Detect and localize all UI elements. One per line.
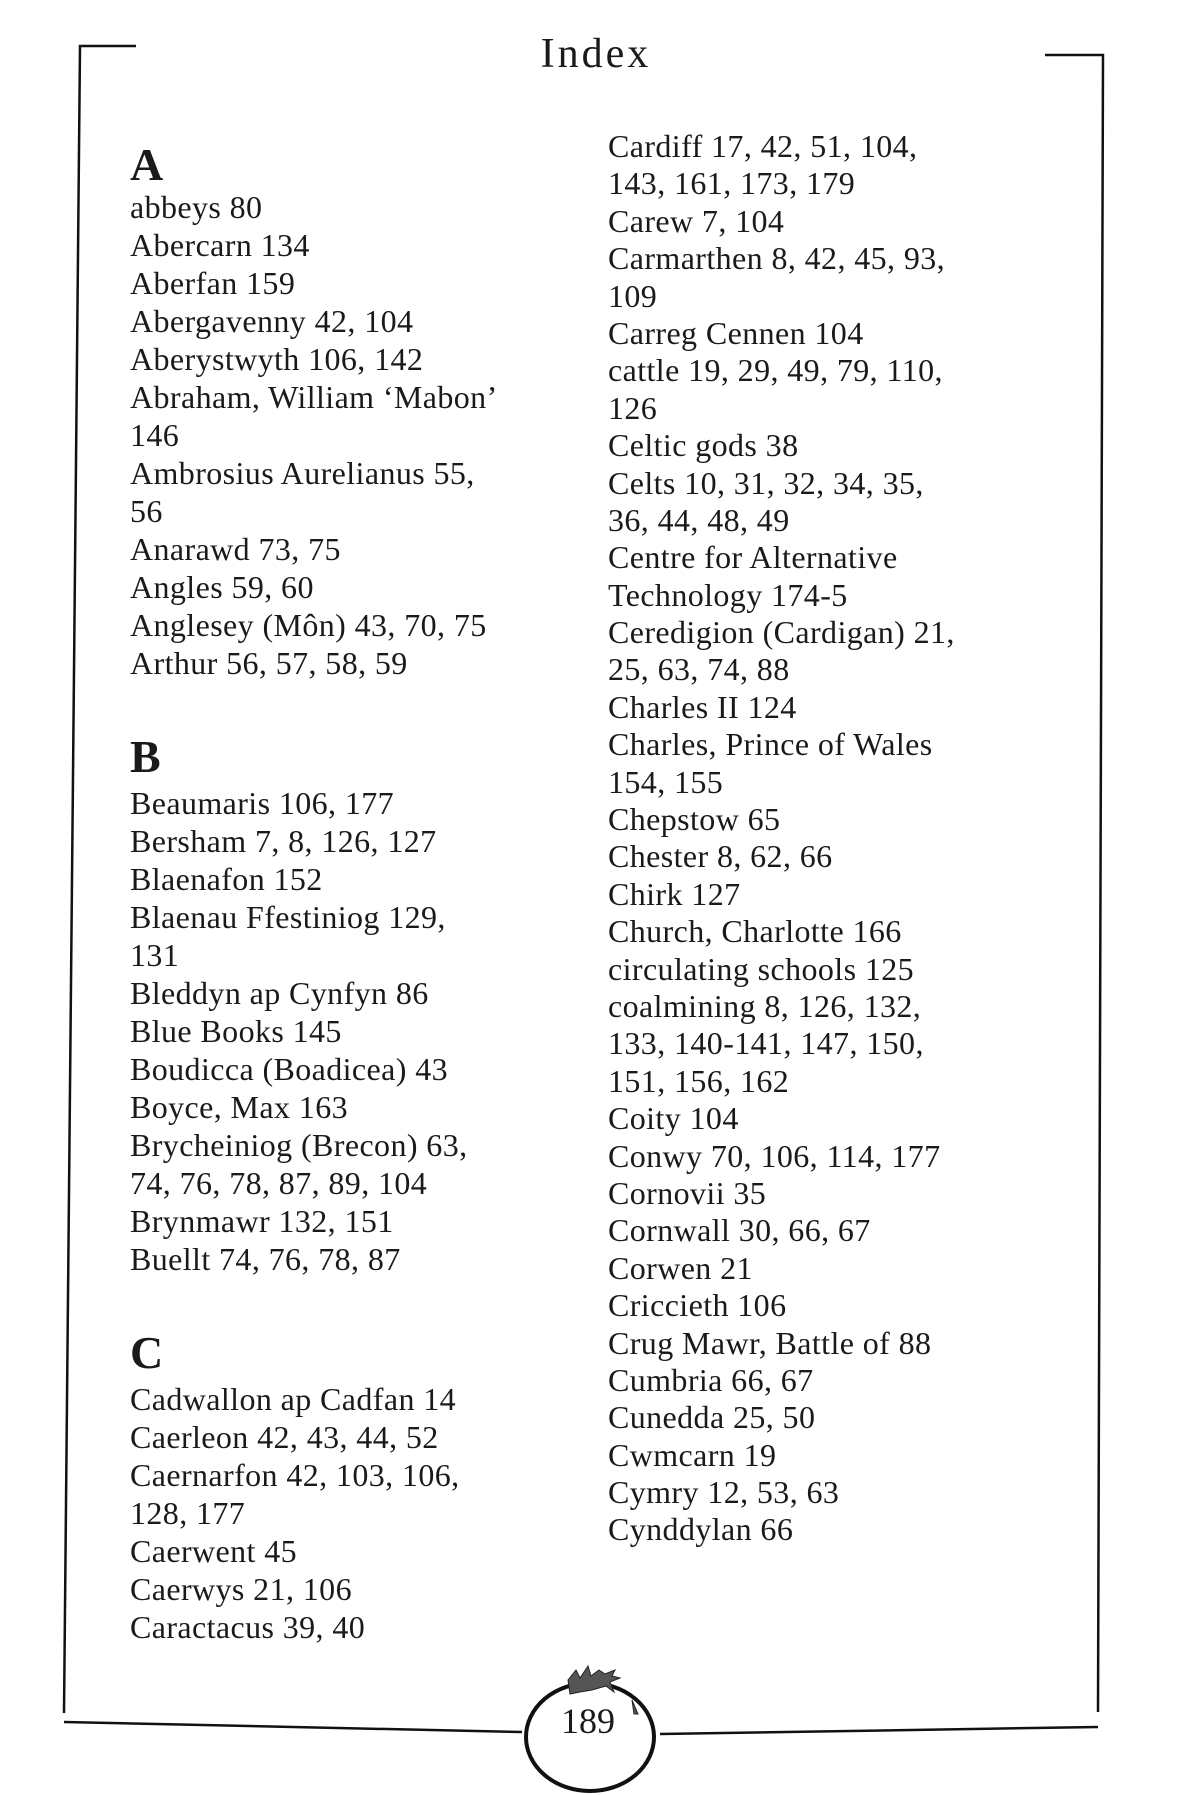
index-entry xyxy=(608,352,1078,427)
index-entry xyxy=(130,1608,580,1646)
index-entry-line: Centre for Alternative xyxy=(608,539,898,576)
frame-bottom-left xyxy=(64,1722,522,1732)
index-entry-line: Caerleon 42, 43, 44, 52 xyxy=(130,1419,439,1455)
index-entry xyxy=(608,203,1078,240)
index-entry xyxy=(608,315,1078,352)
index-entry-line: 56 xyxy=(130,493,163,529)
index-entry-line: Caerwent 45 xyxy=(130,1533,298,1569)
index-entry xyxy=(608,539,1078,614)
index-entry xyxy=(130,1012,580,1050)
index-entry-line: Boudicca (Boadicea) 43 xyxy=(130,1051,449,1087)
index-entry-line: 25, 63, 74, 88 xyxy=(608,651,790,688)
index-entry-line: 131 xyxy=(130,937,180,973)
index-entry-line: Conwy 70, 106, 114, 177 xyxy=(608,1137,941,1174)
index-entry-line: 109 xyxy=(608,277,658,314)
index-entry-line: Charles II 124 xyxy=(608,688,797,725)
index-entry-line: Ceredigion (Cardigan) 21, xyxy=(608,614,955,651)
index-entry xyxy=(130,530,580,568)
index-entry xyxy=(608,1474,1078,1511)
index-entry-line: 126 xyxy=(608,389,658,426)
page-title: Index xyxy=(540,31,652,77)
index-entry xyxy=(130,454,580,530)
section-letter-heading: B xyxy=(130,731,162,782)
index-entry-line: 143, 161, 173, 179 xyxy=(608,165,856,202)
index-entry xyxy=(608,465,1078,540)
index-entry xyxy=(130,1532,580,1570)
index-entry-line: Blaenau Ffestiniog 129, xyxy=(130,899,446,935)
index-entry xyxy=(608,988,1078,1100)
index-entry xyxy=(608,240,1078,315)
index-entry-line: Cymry 12, 53, 63 xyxy=(608,1474,840,1511)
index-entry xyxy=(608,427,1078,464)
index-entry-line: coalmining 8, 126, 132, xyxy=(608,987,922,1024)
index-entry xyxy=(608,1511,1078,1548)
index-entry xyxy=(130,784,580,822)
index-entry-line: Celtic gods 38 xyxy=(608,427,799,464)
index-entry xyxy=(608,1100,1078,1137)
index-entry-line: Caerwys 21, 106 xyxy=(130,1571,352,1607)
index-entry-line: Aberfan 159 xyxy=(130,265,296,301)
section-letter-heading: A xyxy=(130,139,164,190)
index-entry-line: Technology 174-5 xyxy=(608,576,848,613)
index-entry xyxy=(130,264,580,302)
index-entry xyxy=(130,1240,580,1278)
index-entry xyxy=(130,822,580,860)
index-entry-line: Charles, Prince of Wales xyxy=(608,726,933,763)
index-entry-line: Carreg Cennen 104 xyxy=(608,314,864,351)
index-entry-line: cattle 19, 29, 49, 79, 110, xyxy=(608,352,943,389)
index-entry-line: Coity 104 xyxy=(608,1100,739,1137)
index-entry-line: Anglesey (Môn) 43, 70, 75 xyxy=(130,607,487,643)
index-entry xyxy=(130,898,580,974)
index-entry-line: Boyce, Max 163 xyxy=(130,1089,349,1125)
index-entry xyxy=(130,1202,580,1240)
index-entry-line: Cardiff 17, 42, 51, 104, xyxy=(608,128,918,164)
section-letter-heading: C xyxy=(130,1327,164,1378)
index-entry-line: Brycheiniog (Brecon) 63, xyxy=(130,1127,468,1163)
index-entry-line: Cwmcarn 19 xyxy=(608,1436,777,1473)
index-entry-line: Buellt 74, 76, 78, 87 xyxy=(130,1241,401,1277)
index-entry-line: Arthur 56, 57, 58, 59 xyxy=(130,645,408,681)
index-entry xyxy=(130,340,580,378)
index-entry-line: 74, 76, 78, 87, 89, 104 xyxy=(130,1165,428,1201)
index-entry xyxy=(130,378,580,454)
index-entry xyxy=(608,838,1078,875)
index-entry xyxy=(130,1088,580,1126)
index-entry xyxy=(608,1175,1078,1212)
index-entry-line: circulating schools 125 xyxy=(608,950,915,987)
index-entry-line: 133, 140-141, 147, 150, xyxy=(608,1025,924,1062)
index-entry-line: Cumbria 66, 67 xyxy=(608,1361,814,1398)
index-entry-line: Cornovii 35 xyxy=(608,1174,767,1211)
index-entry-line: Caractacus 39, 40 xyxy=(130,1609,366,1645)
index-entry-line: abbeys 80 xyxy=(130,189,263,225)
index-entry-line: Bersham 7, 8, 126, 127 xyxy=(130,823,437,859)
index-entry-line: Ambrosius Aurelianus 55, xyxy=(130,455,475,491)
index-entry xyxy=(608,1399,1078,1436)
frame-left xyxy=(64,46,136,1713)
index-entry xyxy=(130,644,580,682)
index-entry-line: Bleddyn ap Cynfyn 86 xyxy=(130,975,429,1011)
index-entry xyxy=(130,1570,580,1608)
index-entry xyxy=(608,614,1078,689)
index-entry-line: Blaenafon 152 xyxy=(130,861,323,897)
index-entry xyxy=(130,974,580,1012)
index-entry-line: Abergavenny 42, 104 xyxy=(130,303,414,339)
index-entry xyxy=(130,1050,580,1088)
index-entry-line: 154, 155 xyxy=(608,763,724,800)
index-entry xyxy=(608,876,1078,913)
index-entry-line: Anarawd 73, 75 xyxy=(130,531,341,567)
index-entry-line: Chester 8, 62, 66 xyxy=(608,838,833,875)
index-entry xyxy=(130,568,580,606)
index-entry-line: Crug Mawr, Battle of 88 xyxy=(608,1324,932,1361)
index-entry xyxy=(608,1437,1078,1474)
index-entry-line: Cornwall 30, 66, 67 xyxy=(608,1212,871,1249)
index-entry xyxy=(608,1212,1078,1249)
index-entry-line: Criccieth 106 xyxy=(608,1287,787,1324)
index-entry xyxy=(130,1126,580,1202)
frame-bottom-right xyxy=(660,1727,1098,1734)
index-entry-line: Brynmawr 132, 151 xyxy=(130,1203,394,1239)
index-entry xyxy=(130,302,580,340)
index-entry xyxy=(608,951,1078,988)
index-entry-line: Aberystwyth 106, 142 xyxy=(130,341,424,377)
index-entry xyxy=(130,1380,580,1418)
index-entry xyxy=(608,913,1078,950)
index-entry-line: Celts 10, 31, 32, 34, 35, xyxy=(608,464,924,501)
index-entry xyxy=(608,1325,1078,1362)
index-entry-line: 151, 156, 162 xyxy=(608,1062,790,1099)
index-entry-line: Caernarfon 42, 103, 106, xyxy=(130,1457,460,1493)
index-entry-line: Abercarn 134 xyxy=(130,227,310,263)
index-entry-line: Cynddylan 66 xyxy=(608,1511,794,1548)
index-entry-line: Corwen 21 xyxy=(608,1249,753,1286)
index-entry-line: Abraham, William ‘Mabon’ xyxy=(130,379,498,415)
index-entry xyxy=(608,726,1078,801)
index-entry xyxy=(608,1362,1078,1399)
index-entry xyxy=(130,1456,580,1532)
index-entry-line: 128, 177 xyxy=(130,1495,246,1531)
index-entry-line: Carew 7, 104 xyxy=(608,202,785,239)
index-entry-line: Angles 59, 60 xyxy=(130,569,314,605)
index-entry-line: Cunedda 25, 50 xyxy=(608,1399,816,1436)
index-entry-line: Chirk 127 xyxy=(608,875,741,912)
index-entry xyxy=(130,226,580,264)
index-entry-line: Chepstow 65 xyxy=(608,801,781,838)
index-entry xyxy=(608,128,1078,203)
index-entry xyxy=(130,1418,580,1456)
index-entry xyxy=(608,801,1078,838)
index-entry xyxy=(608,689,1078,726)
index-entry-line: Blue Books 145 xyxy=(130,1013,342,1049)
index-entry xyxy=(130,860,580,898)
index-entry xyxy=(608,1287,1078,1324)
index-entry-line: 146 xyxy=(130,417,180,453)
index-column-left xyxy=(130,135,580,1646)
index-entry-line: Church, Charlotte 166 xyxy=(608,913,902,950)
page-number: 189 xyxy=(561,1701,615,1741)
index-entry xyxy=(608,1138,1078,1175)
index-entry xyxy=(130,188,580,226)
index-entry-line: Beaumaris 106, 177 xyxy=(130,785,395,821)
index-entry-line: Carmarthen 8, 42, 45, 93, xyxy=(608,240,946,277)
index-entry xyxy=(608,1250,1078,1287)
index-column-right xyxy=(608,128,1078,1549)
index-entry xyxy=(130,606,580,644)
index-entry-line: Cadwallon ap Cadfan 14 xyxy=(130,1381,457,1417)
index-entry-line: 36, 44, 48, 49 xyxy=(608,501,790,538)
